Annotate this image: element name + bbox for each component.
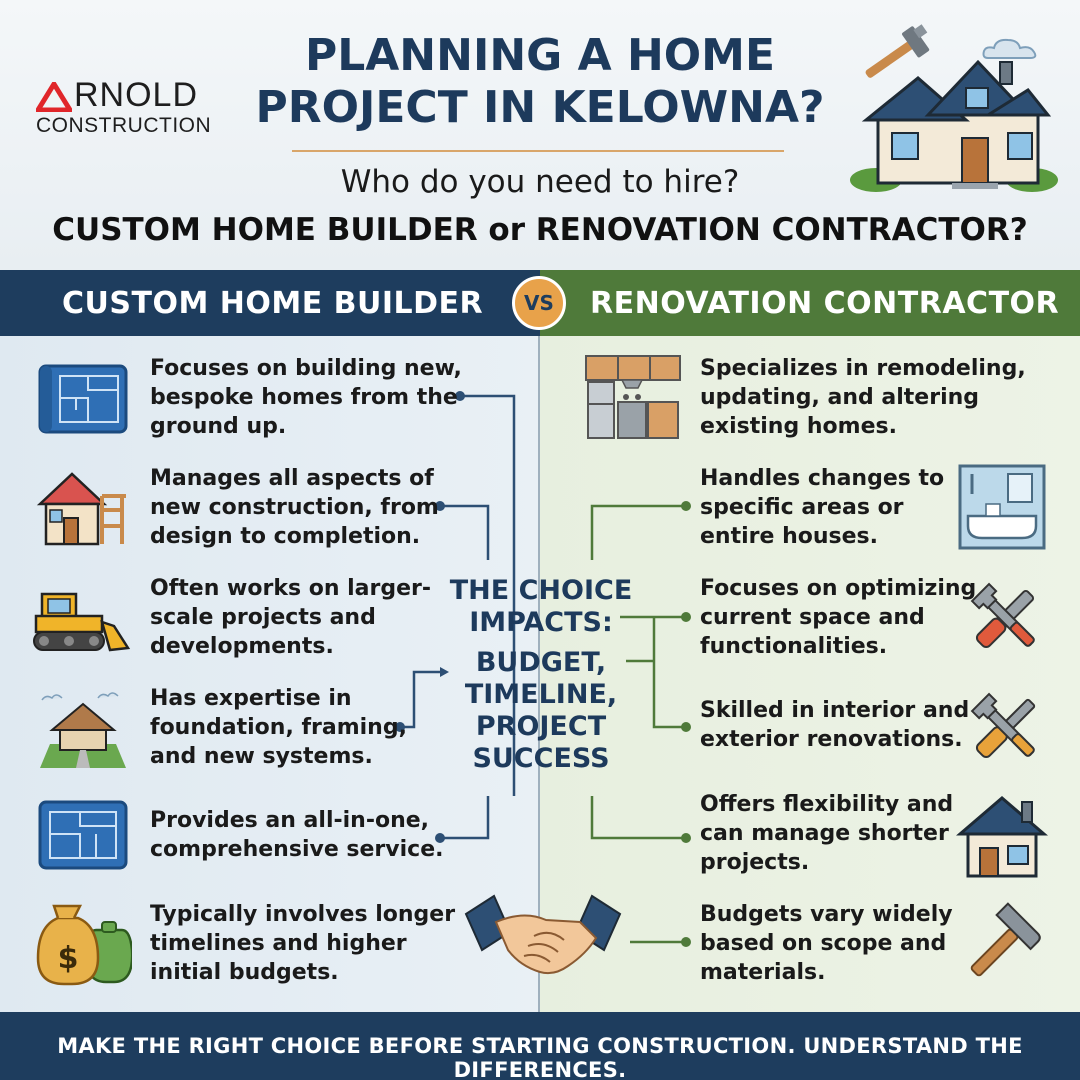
svg-text:$: $ xyxy=(57,941,79,976)
page-subtitle: Who do you need to hire? xyxy=(340,164,740,200)
choice-impacts-callout: THE CHOICE IMPACTS: BUDGET, TIMELINE, PROJECT SUCCESS xyxy=(449,575,633,774)
contractor-point-6: Budgets vary widely based on scope and materials. xyxy=(700,902,953,985)
tools-icon xyxy=(966,688,1046,768)
contractor-point-3: Focuses on optimizing current space and functionalities. xyxy=(700,576,977,659)
contractor-point-5: Offers flexibility and can manage shorter projects. xyxy=(700,792,954,875)
logo-subtext: CONSTRUCTION xyxy=(36,114,212,137)
vs-badge: VS xyxy=(512,276,566,330)
contractor-point-1: Specializes in remodeling, updating, and altering existing homes. xyxy=(700,356,1026,439)
builder-column-title: CUSTOM HOME BUILDER xyxy=(62,286,484,321)
footer-text: MAKE THE RIGHT CHOICE BEFORE STARTING CONSTRUCTION. UNDERSTAND THE DIFFERENCES. xyxy=(57,1034,1023,1080)
builder-point-3: Often works on larger- scale projects and developments. xyxy=(150,576,432,659)
builder-point-2: Manages all aspects of new construction, from design to completion. xyxy=(150,466,439,549)
contractor-point-2: Handles changes to specific areas or entire houses. xyxy=(700,466,945,549)
builder-point-4: Has expertise in foundation, framing, and new systems. xyxy=(150,686,407,769)
builder-point-1: Focuses on building new, bespoke homes from the ground up. xyxy=(150,356,462,439)
blueprint-icon xyxy=(36,798,130,872)
kitchen-icon xyxy=(584,352,682,442)
money-bags-icon xyxy=(36,900,132,986)
blueprint-icon xyxy=(36,360,130,438)
house-construction-icon xyxy=(36,466,130,550)
house-icon xyxy=(956,792,1048,880)
bulldozer-icon xyxy=(30,586,134,656)
page-headline: CUSTOM HOME BUILDER or RENOVATION CONTRACTOR? xyxy=(52,212,1028,248)
contractor-column-title: RENOVATION CONTRACTOR xyxy=(590,286,1060,321)
house-frame-icon xyxy=(36,686,130,770)
contractor-point-4: Skilled in interior and exterior renovations. xyxy=(700,698,970,752)
builder-point-6: Typically involves longer timelines and higher initial budgets. xyxy=(150,902,456,985)
wrench-screwdriver-icon xyxy=(966,578,1046,658)
builder-point-5: Provides an all-in-one, comprehensive service. xyxy=(150,808,444,862)
page-title: PLANNING A HOME PROJECT IN KELOWNA? xyxy=(255,30,825,133)
bathroom-icon xyxy=(958,464,1046,550)
logo-wordmark: RNOLD xyxy=(74,76,199,114)
hammer-icon xyxy=(960,902,1046,986)
handshake-icon xyxy=(464,892,622,984)
